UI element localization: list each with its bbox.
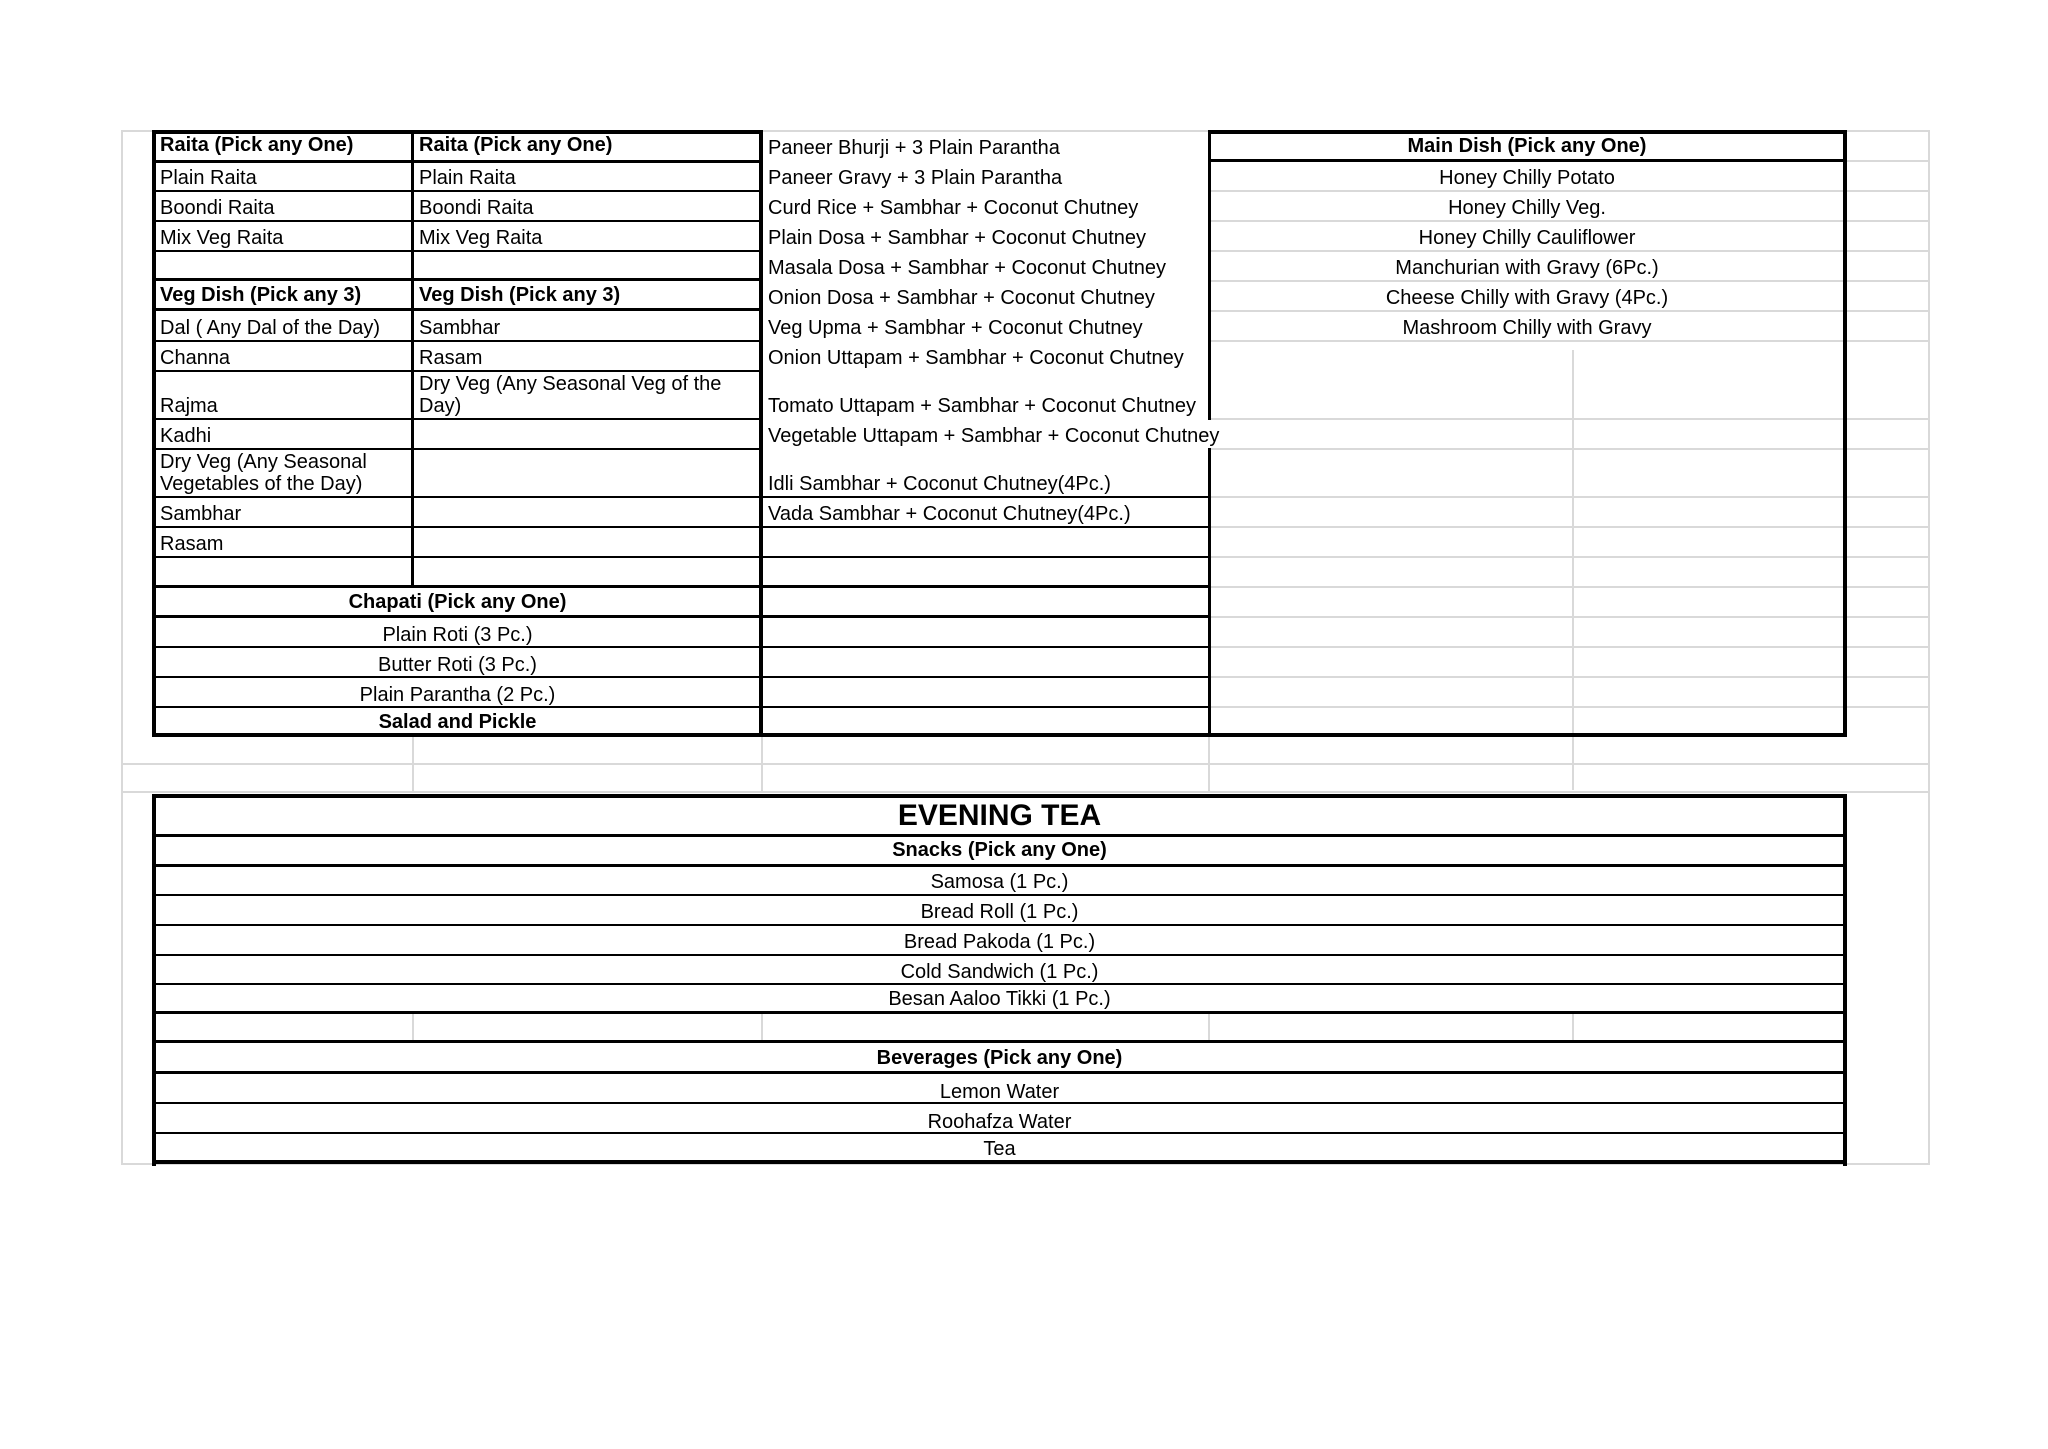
border <box>152 676 763 678</box>
border <box>152 894 1847 896</box>
border <box>152 954 1847 956</box>
veg-header-2: Veg Dish (Pick any 3) <box>419 284 621 306</box>
combo-item: Curd Rice + Sambhar + Coconut Chutney <box>768 197 1139 219</box>
border <box>152 340 763 342</box>
border <box>152 370 763 372</box>
combo-item: Veg Upma + Sambhar + Coconut Chutney <box>768 317 1143 339</box>
border <box>1208 159 1846 162</box>
border <box>152 556 763 558</box>
border <box>152 160 763 163</box>
snack-item: Bread Pakoda (1 Pc.) <box>903 931 1096 953</box>
gridline <box>1208 706 1930 708</box>
beverage-item: Lemon Water <box>939 1081 1060 1103</box>
border <box>152 983 1847 985</box>
snack-item: Cold Sandwich (1 Pc.) <box>900 961 1099 983</box>
gridline <box>1208 496 1930 498</box>
border <box>761 706 1211 708</box>
border <box>761 615 1211 618</box>
combo-item: Onion Dosa + Sambhar + Coconut Chutney <box>768 287 1155 309</box>
border <box>152 834 1847 837</box>
border <box>1208 130 1846 134</box>
combo-item: Paneer Bhurji + 3 Plain Parantha <box>768 137 1060 159</box>
combo-item: Vegetable Uttapam + Sambhar + Coconut Chutney <box>768 425 1220 447</box>
border <box>761 733 1211 737</box>
gridline <box>1208 676 1930 678</box>
gridline <box>1572 1013 1574 1040</box>
gridline <box>1208 220 1930 222</box>
raita-item: Plain Raita <box>419 167 516 189</box>
border <box>152 924 1847 926</box>
main-dish-item: Honey Chilly Cauliflower <box>1418 227 1636 249</box>
border <box>1208 733 1847 737</box>
gridline <box>1208 280 1930 282</box>
border <box>152 190 763 192</box>
veg-item: Kadhi <box>160 425 212 447</box>
raita-item: Boondi Raita <box>160 197 275 219</box>
combo-item: Vada Sambhar + Coconut Chutney(4Pc.) <box>768 503 1131 525</box>
veg-item: Rasam <box>419 347 483 369</box>
veg-item: Rasam <box>160 533 224 555</box>
border <box>152 1011 1847 1014</box>
gridline <box>1208 190 1930 192</box>
gridline <box>121 791 1930 793</box>
veg-item: Dry Veg (Any Seasonal Veg of the Day) <box>419 373 722 417</box>
main-dish-item: Cheese Chilly with Gravy (4Pc.) <box>1385 287 1669 309</box>
border <box>152 615 763 618</box>
gridline <box>761 1013 763 1040</box>
gridline <box>1208 250 1930 252</box>
border <box>1843 130 1847 737</box>
gridline <box>1208 556 1930 558</box>
main-dish-item: Manchurian with Gravy (6Pc.) <box>1395 257 1659 279</box>
border <box>152 585 763 588</box>
border <box>152 250 763 252</box>
main-dish-item: Honey Chilly Veg. <box>1448 197 1606 219</box>
border <box>152 1160 1847 1164</box>
combo-item: Tomato Uttapam + Sambhar + Coconut Chutney <box>768 395 1197 417</box>
combo-item: Idli Sambhar + Coconut Chutney(4Pc.) <box>768 473 1111 495</box>
beverage-item: Tea <box>983 1138 1016 1160</box>
main-dish-item: Honey Chilly Potato <box>1439 167 1615 189</box>
gridline <box>1208 526 1930 528</box>
snacks-header: Snacks (Pick any One) <box>892 839 1107 861</box>
gridline <box>121 130 123 1165</box>
border <box>152 278 763 281</box>
combo-item: Paneer Gravy + 3 Plain Parantha <box>768 167 1063 189</box>
border <box>152 220 763 222</box>
veg-item: Sambhar <box>419 317 501 339</box>
beverage-item: Roohafza Water <box>927 1111 1072 1133</box>
combo-item: Plain Dosa + Sambhar + Coconut Chutney <box>768 227 1146 249</box>
border <box>152 496 763 498</box>
gridline <box>1208 418 1930 420</box>
gridline <box>1572 350 1574 790</box>
raita-item: Plain Raita <box>160 167 257 189</box>
border <box>152 418 763 420</box>
veg-item: Sambhar <box>160 503 242 525</box>
veg-item: Channa <box>160 347 231 369</box>
border <box>761 556 1211 558</box>
gridline <box>1208 340 1930 342</box>
border <box>152 526 763 528</box>
border <box>152 864 1847 867</box>
border <box>152 733 763 737</box>
beverages-header: Beverages (Pick any One) <box>876 1047 1123 1069</box>
chapati-header: Chapati (Pick any One) <box>348 591 567 613</box>
evening-tea-title: EVENING TEA <box>897 799 1102 832</box>
border <box>761 646 1211 648</box>
border <box>152 646 763 648</box>
gridline <box>1208 586 1930 588</box>
border <box>152 308 763 311</box>
gridline <box>1208 448 1930 450</box>
main-dish-header: Main Dish (Pick any One) <box>1407 135 1647 157</box>
salad-label: Salad and Pickle <box>378 711 537 733</box>
veg-item: Rajma <box>160 395 218 417</box>
veg-item: Dry Veg (Any Seasonal Vegetables of the Day) <box>160 451 367 495</box>
border <box>761 676 1211 678</box>
raita-header-2: Raita (Pick any One) <box>419 134 613 156</box>
border <box>411 130 414 586</box>
chapati-item: Plain Parantha (2 Pc.) <box>359 684 556 706</box>
snack-item: Bread Roll (1 Pc.) <box>920 901 1079 923</box>
gridline <box>1208 1013 1210 1040</box>
gridline <box>1208 646 1930 648</box>
combo-item: Masala Dosa + Sambhar + Coconut Chutney <box>768 257 1166 279</box>
chapati-item: Butter Roti (3 Pc.) <box>378 654 537 676</box>
combo-item: Onion Uttapam + Sambhar + Coconut Chutney <box>768 347 1184 369</box>
border <box>152 1040 1847 1043</box>
snack-item: Besan Aaloo Tikki (1 Pc.) <box>888 988 1111 1010</box>
gridline <box>1208 310 1930 312</box>
border <box>152 448 763 450</box>
raita-item: Boondi Raita <box>419 197 534 219</box>
border <box>761 526 1211 528</box>
raita-item: Mix Veg Raita <box>160 227 284 249</box>
veg-item: Dal ( Any Dal of the Day) <box>160 317 381 339</box>
main-dish-item: Mashroom Chilly with Gravy <box>1402 317 1652 339</box>
border <box>1843 794 1847 1166</box>
border <box>1208 448 1211 737</box>
border <box>152 1071 1847 1074</box>
veg-header-1: Veg Dish (Pick any 3) <box>160 284 362 306</box>
border <box>761 496 1211 498</box>
gridline <box>412 1013 414 1040</box>
raita-item: Mix Veg Raita <box>419 227 543 249</box>
chapati-item: Plain Roti (3 Pc.) <box>382 624 533 646</box>
snack-item: Samosa (1 Pc.) <box>930 871 1069 893</box>
border <box>761 585 1211 588</box>
gridline <box>121 763 1930 765</box>
gridline <box>1208 616 1930 618</box>
raita-header-1: Raita (Pick any One) <box>160 134 354 156</box>
border <box>152 794 1847 798</box>
border <box>152 706 763 708</box>
